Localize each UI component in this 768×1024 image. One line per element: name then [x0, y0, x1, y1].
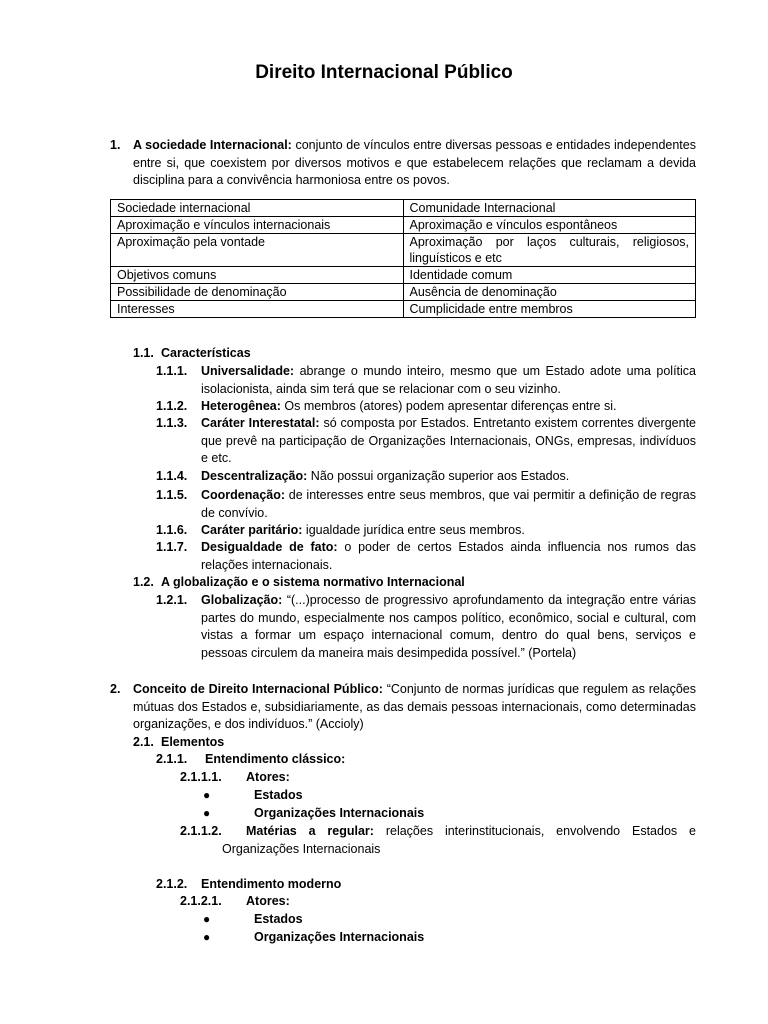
table-cell: Aproximação e vínculos espontâneos — [403, 217, 696, 234]
table-cell: Possibilidade de denominação — [111, 284, 404, 301]
item-2-1-1-1-heading: Atores: — [246, 770, 290, 784]
table-cell: Cumplicidade entre membros — [403, 301, 696, 318]
item-2-1-1-2-text: relações interinstitucionais, envolvendo Estados e Organizações Internacionais — [222, 824, 696, 856]
table-cell: Objetivos comuns — [111, 267, 404, 284]
section-2-1-heading: Elementos — [161, 735, 225, 749]
table-cell: Aproximação por laços culturais, religiosos, linguísticos e etc — [403, 234, 696, 267]
item-1-1-4-number: 1.1.4. — [156, 469, 188, 483]
item-1-1-6-number: 1.1.6. — [156, 523, 188, 537]
item-1-1-4-term: Descentralização: — [201, 469, 308, 483]
item-1-1-5-paragraph — [201, 487, 696, 522]
item-2-1-2-heading: Entendimento moderno — [201, 877, 342, 891]
item-1-1-6-text: igualdade jurídica entre seus membros. — [305, 523, 525, 537]
list-item: Organizações Internacionais — [254, 930, 425, 944]
item-1-1-3-number: 1.1.3. — [156, 416, 188, 430]
bullet-icon: ● — [203, 788, 211, 802]
list-item: Estados — [254, 788, 303, 802]
item-1-1-3-term: Caráter Interestatal: — [201, 416, 320, 430]
table-row — [111, 301, 696, 318]
item-1-1-2-number: 1.1.2. — [156, 399, 188, 413]
item-1-1-7-term: Desigualdade de fato: — [201, 540, 338, 554]
item-1-1-7-paragraph — [201, 539, 696, 574]
table-row — [111, 217, 696, 234]
item-1-1-1-term: Universalidade: — [201, 364, 295, 378]
section-1-text: conjunto de vínculos entre diversas pessoas e entidades independentes entre si, que coexistem por diversos motivos e que estabelecem relações que reclamam a devida disciplina para a convivência harmoniosa entre os povos. — [133, 138, 696, 187]
page-title: Direito Internacional Público — [255, 62, 513, 83]
item-1-1-6-term: Caráter paritário: — [201, 523, 303, 537]
item-2-1-2-number: 2.1.2. — [156, 877, 188, 891]
table-cell: Interesses — [111, 301, 404, 318]
table-cell: Aproximação e vínculos internacionais — [111, 217, 404, 234]
item-2-1-1-heading: Entendimento clássico: — [205, 752, 346, 766]
item-2-1-1-2-term: Matérias a regular: — [246, 824, 374, 838]
table-cell: Aproximação pela vontade — [111, 234, 404, 267]
item-1-1-2-paragraph — [201, 398, 696, 416]
item-2-1-2-1-heading: Atores: — [246, 894, 290, 908]
item-1-1-2-text: Os membros (atores) podem apresentar diferenças entre si. — [284, 399, 617, 413]
table-row — [111, 284, 696, 301]
list-item: Estados — [254, 912, 303, 926]
item-2-1-1-2-paragraph — [222, 823, 696, 858]
section-1-2-number: 1.2. — [133, 575, 154, 589]
item-2-1-1-1-number: 2.1.1.1. — [180, 770, 222, 784]
section-2-1-number: 2.1. — [133, 735, 154, 749]
item-2-1-2-1-number: 2.1.2.1. — [180, 894, 222, 908]
table-row — [111, 234, 696, 267]
bullet-icon: ● — [203, 930, 211, 944]
item-1-2-1-paragraph — [201, 592, 696, 662]
bullet-icon: ● — [203, 912, 211, 926]
section-2-paragraph — [133, 681, 696, 734]
item-1-1-5-text: de interesses entre seus membros, que vai permitir a definição de regras de convívio. — [201, 488, 696, 520]
item-2-1-1-number: 2.1.1. — [156, 752, 188, 766]
item-1-1-1-number: 1.1.1. — [156, 364, 188, 378]
table-row — [111, 267, 696, 284]
section-1-1-heading: Características — [161, 346, 251, 360]
item-1-1-7-text: o poder de certos Estados ainda influencia nos rumos das relações internacionais. — [201, 540, 696, 572]
item-1-1-1-text: abrange o mundo inteiro, mesmo que um Estado adote uma política isolacionista, ainda sim terá que se relacionar com o seu vizinho. — [201, 364, 696, 396]
item-1-1-2-term: Heterogênea: — [201, 399, 281, 413]
section-1-term: A sociedade Internacional: — [133, 138, 292, 152]
comparison-table — [110, 199, 696, 318]
item-1-2-1-number: 1.2.1. — [156, 593, 188, 607]
section-2-number: 2. — [110, 682, 121, 696]
table-cell: Identidade comum — [403, 267, 696, 284]
table-row — [111, 200, 696, 217]
section-1-paragraph — [133, 137, 696, 190]
item-1-1-4-text: Não possui organização superior aos Estados. — [310, 469, 570, 483]
item-2-1-1-2-number: 2.1.1.2. — [180, 824, 222, 838]
section-1-1-number: 1.1. — [133, 346, 154, 360]
item-1-2-1-term: Globalização: — [201, 593, 283, 607]
section-1-number: 1. — [110, 138, 121, 152]
list-item: Organizações Internacionais — [254, 806, 425, 820]
table-cell: Ausência de denominação — [403, 284, 696, 301]
table-cell: Sociedade internacional — [111, 200, 404, 217]
item-1-1-3-text: só composta por Estados. Entretanto existem correntes divergente que prevê na participação de Organizações Internacionais, ONGs, empresas, indivíduos e etc. — [201, 416, 697, 465]
item-1-2-1-text: “(...)processo de progressivo aprofundamento da integração entre várias partes do mundo, especialmente nos campos político, econômico, social e cultural, com vistas a formar um espaço internacional comum, dentro do qual bens, serviços e pessoas circulem da maneira mais desimpedida possível.” (Portela) — [201, 593, 696, 660]
item-1-1-5-number: 1.1.5. — [156, 488, 188, 502]
item-1-1-4-paragraph — [201, 468, 696, 486]
item-1-1-7-number: 1.1.7. — [156, 540, 188, 554]
section-2-term: Conceito de Direito Internacional Público: — [133, 682, 383, 696]
table-cell: Comunidade Internacional — [403, 200, 696, 217]
section-1-2-heading: A globalização e o sistema normativo Internacional — [161, 575, 465, 589]
item-1-1-1-first-line — [201, 363, 696, 398]
bullet-icon: ● — [203, 806, 211, 820]
section-2-text: “Conjunto de normas jurídicas que regulem as relações mútuas dos Estados e, subsidiariamente, as das demais pessoas internacionais, como determinadas organizações, e dos indivíduos.” (Accioly) — [133, 682, 697, 731]
item-1-1-3-paragraph — [201, 415, 696, 468]
item-1-1-6-paragraph — [201, 522, 696, 540]
item-1-1-5-term: Coordenação: — [201, 488, 286, 502]
